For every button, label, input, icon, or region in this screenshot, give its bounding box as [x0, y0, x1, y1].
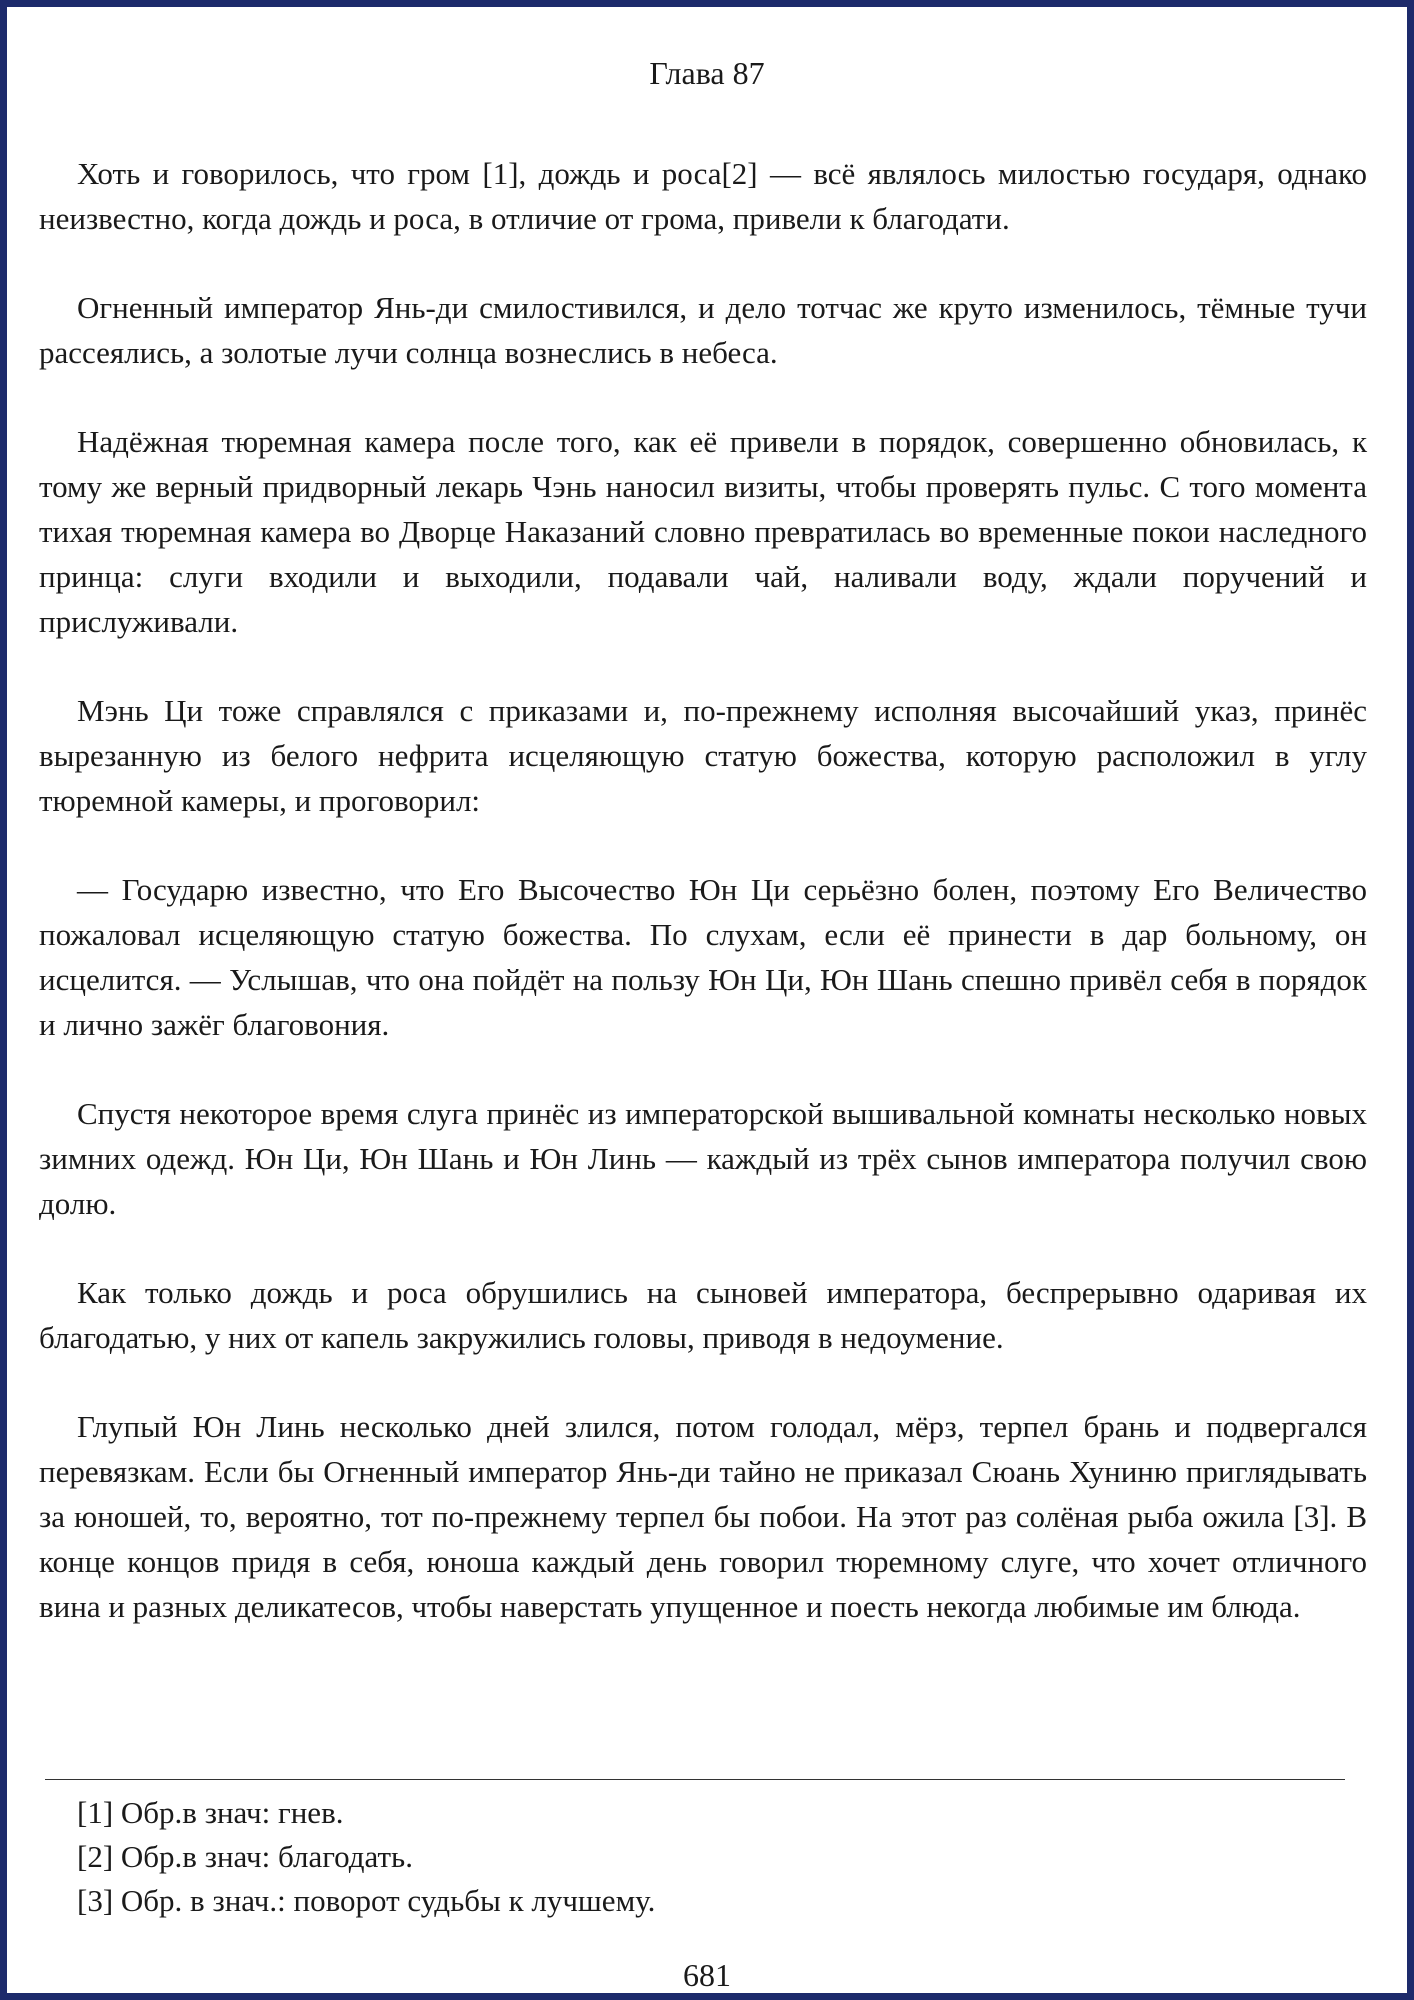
paragraph-2: Огненный император Янь-ди смилостивился, и дело тотчас же круто изменилось, тёмные тучи рассеялись, а золотые лучи солнца вознеслись в небеса. — [39, 290, 1367, 370]
paragraph-5: — Государю известно, что Его Высочество Юн Ци серьёзно болен, поэтому Его Величество пожаловал исцеляющую статую божества. По слухам, если её принести в дар больному, он исцелится. — Услышав, что она пойдёт на пользу Юн Ци, Юн Шань спешно привёл себя в порядок и лично зажёг благовония. — [39, 872, 1367, 1042]
footnotes — [77, 1791, 1357, 1923]
paragraph-6: Спустя некоторое время слуга принёс из императорской вышивальной комнаты несколько новых зимних одежд. Юн Ци, Юн Шань и Юн Линь — каждый из трёх сынов императора получил свою долю. — [39, 1096, 1367, 1221]
paragraph-8: Глупый Юн Линь несколько дней злился, потом голодал, мёрз, терпел брань и подвергался перевязкам. Если бы Огненный император Янь-ди тайно не приказал Сюань Хуниню приглядывать за юношей, то, вероятно, тот по-прежнему терпел бы побои. На этот раз солёная рыба ожила [3]. В конце концов придя в себя, юноша каждый день говорил тюремному слуге, что хочет отличного вина и разных деликатесов, чтобы наверстать упущенное и поесть некогда любимые им блюда. — [39, 1409, 1367, 1624]
page-number: 681 — [683, 1957, 731, 1993]
paragraph-7: Как только дождь и роса обрушились на сыновей императора, беспрерывно одаривая их благодатью, у них от капель закружились головы, приводя в недоумение. — [39, 1275, 1367, 1355]
footnote-1: [1] Обр.в знач: гнев. — [77, 1795, 344, 1830]
footnote-divider — [45, 1779, 1345, 1780]
paragraph-1: Хоть и говорилось, что гром [1], дождь и роса[2] — всё являлось милостью государя, однако неизвестно, когда дождь и роса, в отличие от грома, привели к благодати. — [39, 156, 1367, 236]
paragraph-4: Мэнь Ци тоже справлялся с приказами и, по-прежнему исполняя высочайший указ, принёс вырезанную из белого нефрита исцеляющую статую божества, которую расположил в углу тюремной камеры, и проговорил: — [39, 693, 1367, 818]
paragraph-3: Надёжная тюремная камера после того, как её привели в порядок, совершенно обновилась, к тому же верный придворный лекарь Чэнь наносил визиты, чтобы проверять пульс. С того момента тихая тюремная камера во Дворце Наказаний словно превратилась во временные покои наследного принца: слуги входили и выходили, подавали чай, наливали воду, ждали поручений и прислуживали. — [39, 424, 1367, 639]
body-text — [39, 151, 1367, 1629]
chapter-title: Глава 87 — [649, 55, 765, 91]
footnote-3: [3] Обр. в знач.: поворот судьбы к лучшему. — [77, 1883, 656, 1918]
footnote-2: [2] Обр.в знач: благодать. — [77, 1839, 413, 1874]
